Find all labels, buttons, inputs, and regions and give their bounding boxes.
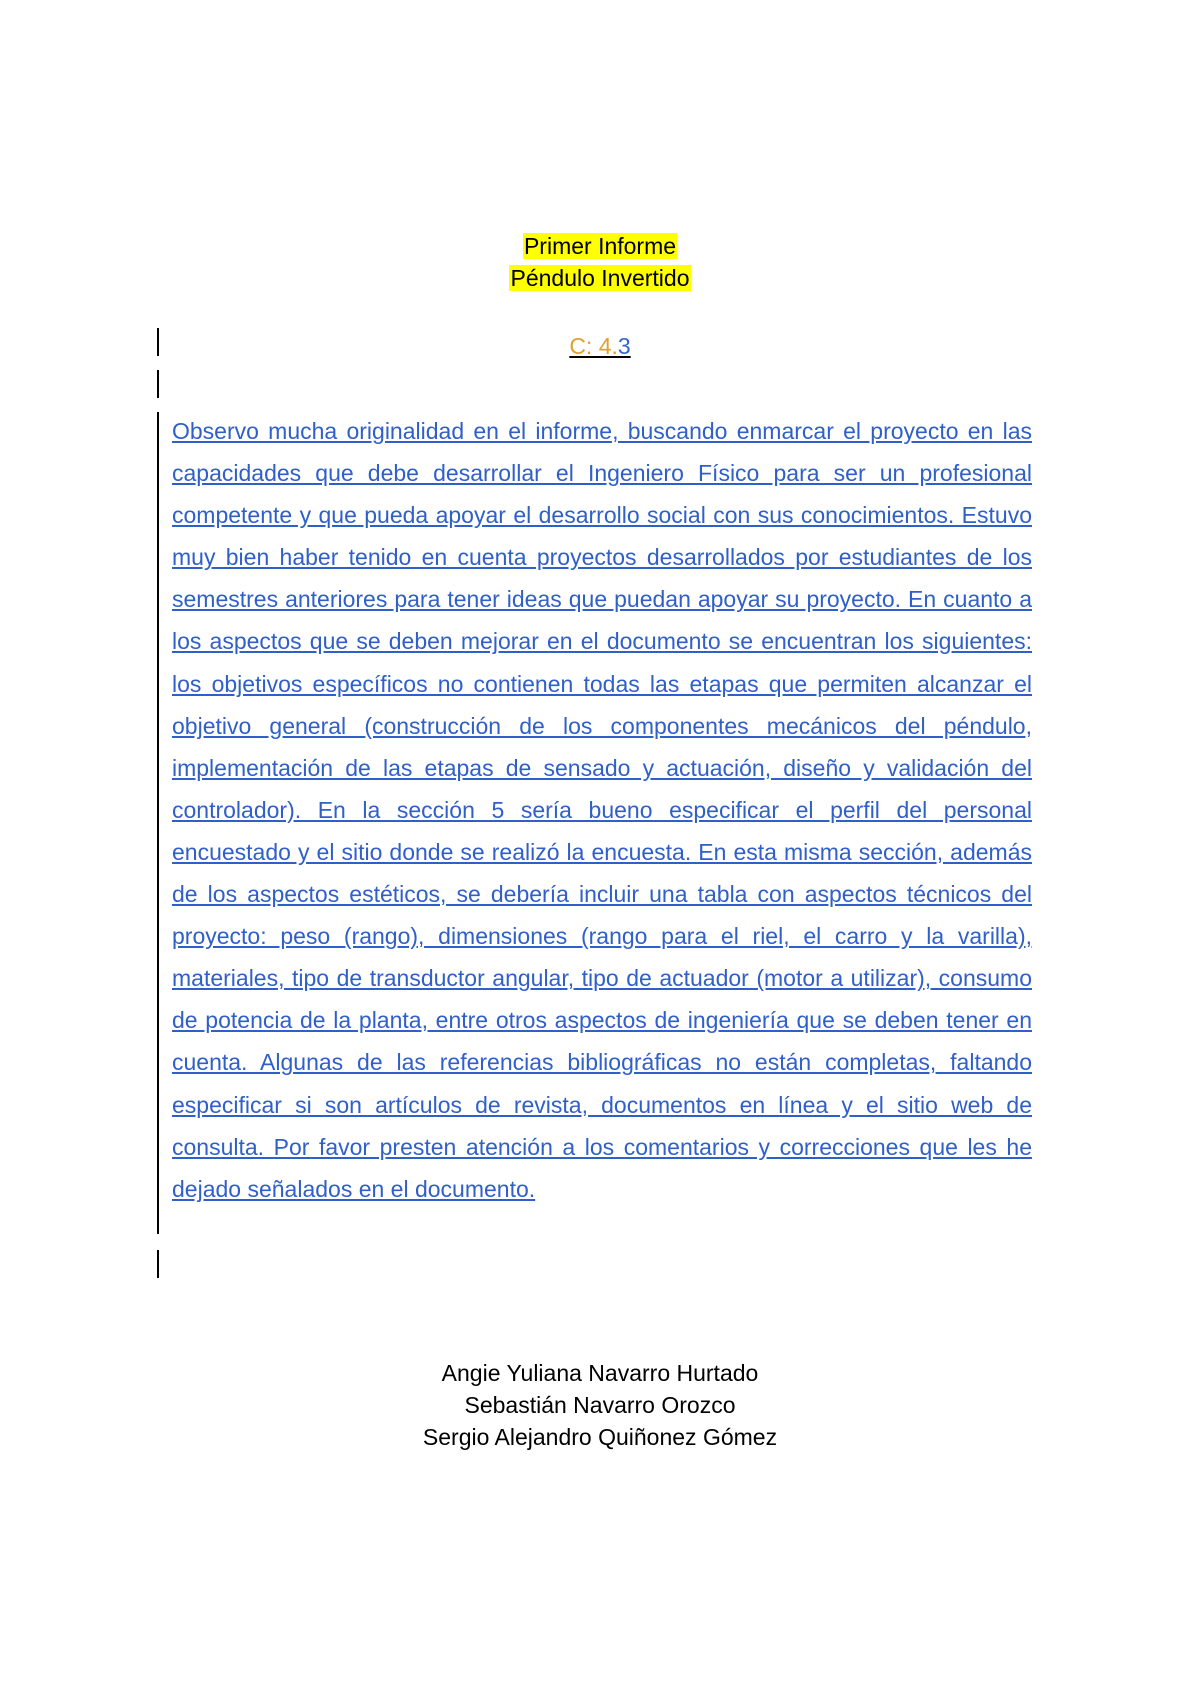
- reviewer-comment: Observo mucha originalidad en el informe, buscando enmarcar el proyecto en las capacidades que debe desarrollar el Ingeniero Físico para ser un profesional competente y que pueda apoyar el desarrollo social con sus conocimientos. Estuvo muy bien haber tenido en cuenta proyectos desarrollados por estudiantes de los semestres anteriores para tener ideas que puedan apoyar su proyecto. En cuanto a los aspectos que se deben mejorar en el documento se encuentran los siguientes: los objetivos específicos no contienen todas las etapas que permiten alcanzar el objetivo general (construcción de los componentes mecánicos del péndulo, implementación de las etapas de sensado y actuación, diseño y validación del controlador). En la sección 5 sería bueno especificar el perfil del personal encuestado y el sitio donde se realizó la encuesta. En esta misma sección, además de los aspectos estéticos, se debería incluir una tabla con aspectos técnicos del proyecto: peso (rango), dimensiones (rango para el riel, el carro y la varilla), materiales, tipo de transductor angular, tipo de actuador (motor a utilizar), consumo de potencia de la planta, entre otros aspectos de ingeniería que se deben tener en cuenta. Algunas de las referencias bibliográficas no están completas, faltando especificar si son artículos de revista, documentos en línea y el sitio web de consulta. Por favor presten atención a los comentarios y correcciones que les he dejado señalados en el documento.: [172, 418, 1032, 1202]
- author-name: Sergio Alejandro Quiñonez Gómez: [422, 1424, 778, 1450]
- grade-prefix: C: 4.: [569, 333, 618, 359]
- change-bar: [157, 370, 159, 398]
- change-bar: [157, 412, 159, 1234]
- title-block: [0, 230, 1200, 294]
- authors-block: [0, 1357, 1200, 1453]
- title-line-2: Péndulo Invertido: [510, 265, 690, 291]
- grade-suffix: 3: [617, 333, 631, 359]
- author-name: Angie Yuliana Navarro Hurtado: [441, 1360, 759, 1386]
- title-line-1: Primer Informe: [523, 233, 677, 259]
- change-bar: [157, 1250, 159, 1278]
- grade: [0, 330, 1200, 362]
- author-name: Sebastián Navarro Orozco: [464, 1392, 736, 1418]
